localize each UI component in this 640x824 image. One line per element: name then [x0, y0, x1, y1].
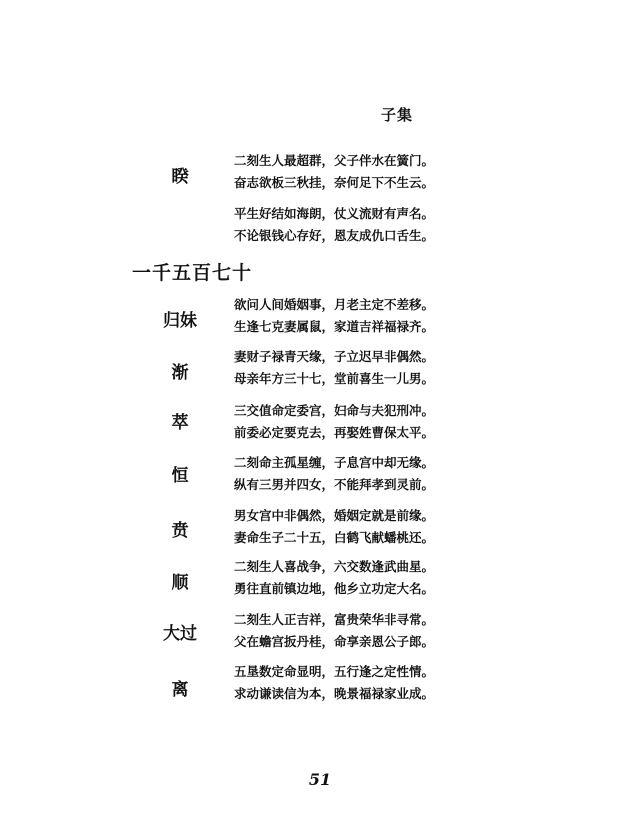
verse-line: 妻财子禄青天缘，子立迟早非偶然。: [234, 349, 435, 364]
verse-entry: [0, 556, 640, 600]
verse-line: 欲问人间婚姻事，月老主定不差移。: [234, 297, 435, 312]
verse-line: 生逢七克妻属鼠，家道吉祥福禄齐。: [234, 319, 435, 334]
verse-line: 不论银钱心存好，恩友成仇口舌生。: [234, 228, 435, 243]
hexagram-name: 大过: [163, 624, 197, 644]
verse-line: 五垦数定命显明，五行逢之定性情。: [234, 664, 435, 679]
verse-line: 前委必定要克去，再娶姓曹保太平。: [234, 425, 435, 440]
verse-line: 二刻生人喜战争，六交数逢武曲星。: [234, 559, 435, 574]
verse-entry: [0, 661, 640, 705]
verse-entry: [0, 294, 640, 338]
hexagram-name: 归妹: [163, 311, 197, 331]
verse-line: 奋志欲板三秋挂，奈何足下不生云。: [234, 175, 435, 190]
section-heading: 一千五百七十: [132, 262, 253, 284]
verse-line: 三交值命定委宫，妇命与夫犯刑冲。: [234, 403, 435, 418]
verse-line: 二刻命主孤星缠，子息宫中却无缘。: [234, 455, 435, 470]
verse-line: 纵有三男并四女，不能拜孝到灵前。: [234, 477, 435, 492]
hexagram-name: 贲: [171, 521, 189, 541]
verse-line: 勇往直前镇边地，他乡立功定大名。: [234, 581, 435, 596]
hexagram-name: 睽: [171, 167, 189, 187]
page-number: 51: [308, 770, 332, 789]
running-head: 子集: [381, 106, 414, 124]
verse-line: 二刻生人最超群，父子伴水在簧门。: [234, 153, 435, 168]
hexagram-name: 渐: [171, 363, 189, 383]
verse-entry: [0, 346, 640, 390]
verse-line: 母亲年方三十七，堂前喜生一儿男。: [234, 371, 435, 386]
verse-line: 父在蟾宫扳丹桂，命享亲恩公子郎。: [234, 634, 435, 649]
verse-line: 平生好结如海朗，仗义流财有声名。: [234, 206, 435, 221]
verse-entry: [0, 203, 640, 247]
verse-entry: [0, 609, 640, 653]
verse-line: 妻命生子二十五，白鹤飞献蟠桃还。: [234, 530, 435, 545]
hexagram-name: 离: [171, 680, 189, 700]
verse-entry: [0, 150, 640, 194]
verse-entry: [0, 505, 640, 549]
verse-entry: [0, 452, 640, 496]
verse-line: 二刻生人正吉祥，富贵荣华非寻常。: [234, 612, 435, 627]
hexagram-name: 萃: [171, 413, 189, 433]
verse-line: 求动谦读信为本，晚景福禄家业成。: [234, 686, 435, 701]
verse-entry: [0, 400, 640, 444]
hexagram-name: 顺: [171, 573, 189, 593]
hexagram-name: 恒: [171, 466, 189, 486]
verse-line: 男女宫中非偶然，婚姻定就是前缘。: [234, 508, 435, 523]
